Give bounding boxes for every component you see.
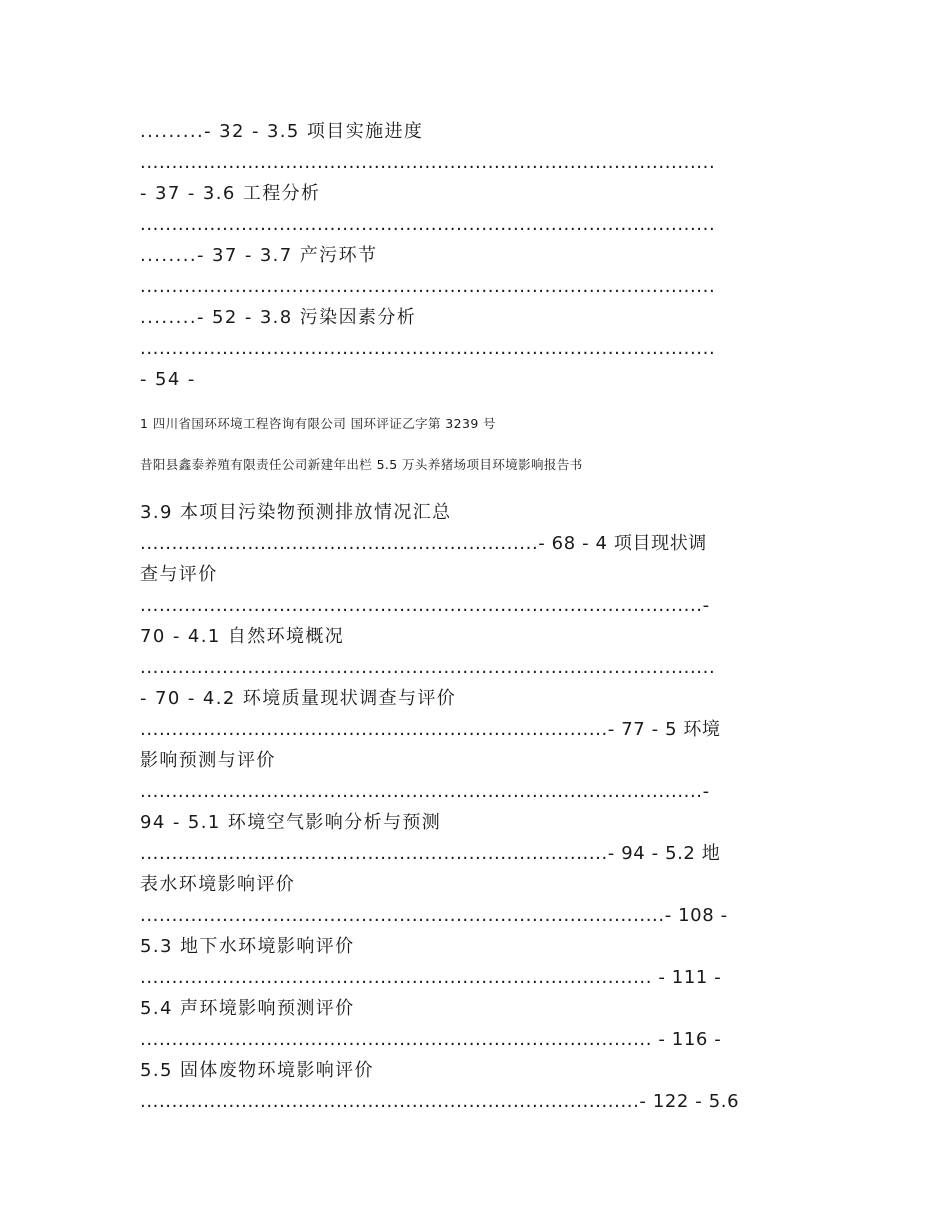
toc-leader-dots: ........................................................................................... [140,338,716,359]
toc-leader-dots: .........................................................................................- [140,781,710,802]
toc-entry-4-cont: 查与评价 [140,564,218,585]
toc-leader-dots: ........................................................................................... [140,657,716,678]
toc-leader-dots: ........................................................................................... [140,276,716,297]
toc-page-number: - 54 - [140,369,196,390]
toc-leader-dots: ...............................................................................- 122 - 5.6 [140,1091,740,1112]
toc-entry-4[interactable]: ...............................................................- 68 - 4 项目现状调 [140,533,707,554]
toc-leader-dots: ................................................................................. - 116 - [140,1029,722,1050]
page-footer: 1 四川省国环环境工程咨询有限公司 国环评证乙字第 3239 号 [140,416,496,431]
toc-leader-dots: ........................................................................................... [140,152,716,173]
toc-entry-3-7[interactable]: ........- 37 - 3.7 产污环节 [140,245,378,266]
toc-entry-4-2[interactable]: - 70 - 4.2 环境质量现状调查与评价 [140,688,457,709]
toc-entry-5-2-cont: 表水环境影响评价 [140,874,296,895]
toc-entry-5[interactable]: ..........................................................................- 77 - 5 环境 [140,719,721,740]
toc-entry-5-1[interactable]: 94 - 5.1 环境空气影响分析与预测 [140,812,442,833]
toc-entry-5-cont: 影响预测与评价 [140,750,276,771]
toc-leader-dots: ................................................................................. - 111 - [140,967,722,988]
toc-leader-dots: .........................................................................................- [140,595,710,616]
toc-entry-5-2[interactable]: ..........................................................................- 94 - 5.2 地 [140,843,721,864]
toc-leader-dots: ...................................................................................- 108 - [140,905,728,926]
toc-entry-3-9[interactable]: 3.9 本项目污染物预测排放情况汇总 [140,502,452,523]
toc-leader-dots: ........................................................................................... [140,214,716,235]
toc-entry-5-3[interactable]: 5.3 地下水环境影响评价 [140,936,355,957]
toc-entry-3-8[interactable]: ........- 52 - 3.8 污染因素分析 [140,307,417,328]
toc-entry-5-5[interactable]: 5.5 固体废物环境影响评价 [140,1060,374,1081]
toc-entry-3-5[interactable]: .........- 32 - 3.5 项目实施进度 [140,121,424,142]
toc-entry-5-4[interactable]: 5.4 声环境影响预测评价 [140,998,355,1019]
page-header: 昔阳县鑫泰养殖有限责任公司新建年出栏 5.5 万头养猪场项目环境影响报告书 [140,457,583,472]
toc-entry-3-6[interactable]: - 37 - 3.6 工程分析 [140,183,321,204]
toc-entry-4-1[interactable]: 70 - 4.1 自然环境概况 [140,626,345,647]
